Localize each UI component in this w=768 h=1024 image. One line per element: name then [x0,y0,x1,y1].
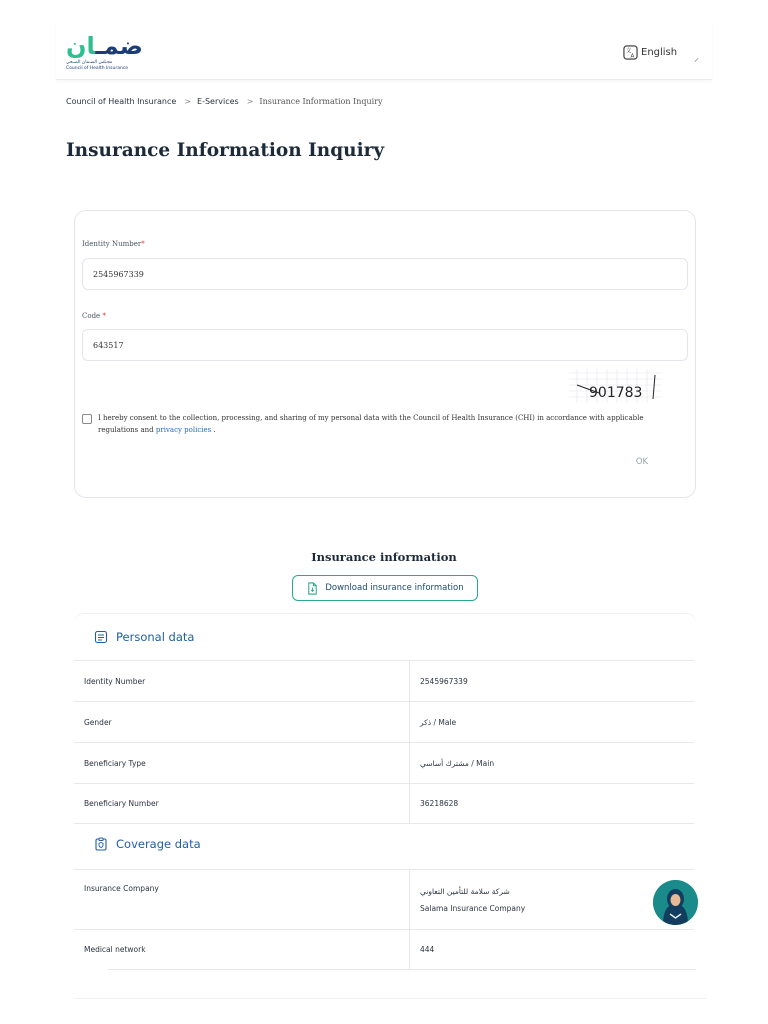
logo-subtitle-english: Council of Health Insurance [66,66,129,71]
row-value [410,870,694,929]
language-switch[interactable] [623,44,677,60]
personal-data-title: Personal data [116,630,195,644]
captcha-image[interactable] [569,369,661,403]
code-label: Code * [82,312,106,320]
identity-number-input[interactable]: 2545967339 [82,258,688,290]
row-key: Medical network [74,930,410,969]
row-key: Beneficiary Type [74,743,410,783]
personal-data-table [74,660,694,824]
chi-logo[interactable] [66,32,146,72]
logo-arabic-wordmark: ضمـان [66,32,143,60]
breadcrumb-home[interactable]: Council of Health Insurance [66,97,177,106]
row-key: Beneficiary Number [74,784,410,823]
row-key: Insurance Company [74,870,410,929]
chevron-right-icon: > [184,97,192,106]
row-value: مشترك أساسي / Main [420,758,495,768]
menu-indicator[interactable]: ⸝ [694,53,699,64]
coverage-data-table [74,869,694,969]
consent-text: I hereby consent to the collection, processing, and sharing of my personal data with the Council of Health Insurance (CHI) in accordance with applicable regulations and privacy policies . [98,414,644,434]
table-row [74,783,694,824]
table-row [74,742,694,783]
ok-button[interactable]: OK [635,457,649,467]
company-name-english: Salama Insurance Company [420,903,526,913]
svg-text:文: 文 [625,48,632,54]
table-divider [108,969,696,970]
download-insurance-button[interactable] [292,575,478,601]
table-row [74,701,694,742]
translate-icon [623,45,638,60]
privacy-policies-link[interactable]: privacy policies [155,426,212,434]
breadcrumb [66,97,383,106]
table-row [74,660,694,701]
assistant-avatar[interactable] [653,880,698,925]
row-value: 36218628 [420,799,459,808]
consent-checkbox[interactable] [82,414,92,424]
row-key: Identity Number [74,661,410,701]
file-download-icon [306,582,319,595]
download-label: Download insurance information [325,583,464,593]
row-key: Gender [74,702,410,742]
row-value: 444 [420,945,435,954]
breadcrumb-eservices[interactable]: E-Services [197,97,239,106]
row-value: 2545967339 [420,676,468,686]
consent-row [82,412,672,436]
chevron-right-icon: > [246,97,254,106]
inquiry-form [74,210,696,498]
svg-text:A: A [630,53,635,60]
page-divider [74,998,706,999]
insurance-info-title: Insurance information [311,550,457,564]
coverage-data-title: Coverage data [116,837,201,851]
personal-data-heading [94,627,194,647]
page-title: Insurance Information Inquiry [66,140,385,161]
language-label: English [641,46,678,58]
table-row [74,869,694,929]
clipboard-shield-icon [94,837,108,851]
breadcrumb-current: Insurance Information Inquiry [259,97,383,106]
insurance-data-card [74,613,696,993]
list-document-icon [94,630,108,644]
coverage-data-heading [94,834,201,854]
identity-label: Identity Number* [82,240,145,248]
site-header [56,20,712,80]
table-row [74,929,694,969]
row-value: ذكر / Male [420,717,457,727]
code-input[interactable]: 643517 [82,329,688,361]
logo-subtitle-arabic: مجـلس الضـمان الصـحي [66,60,113,65]
assistant-figure-icon [653,880,698,925]
captcha-text: 901783 [589,385,643,401]
company-name-arabic: شركة سلامة للتأمين التعاوني [420,886,510,896]
